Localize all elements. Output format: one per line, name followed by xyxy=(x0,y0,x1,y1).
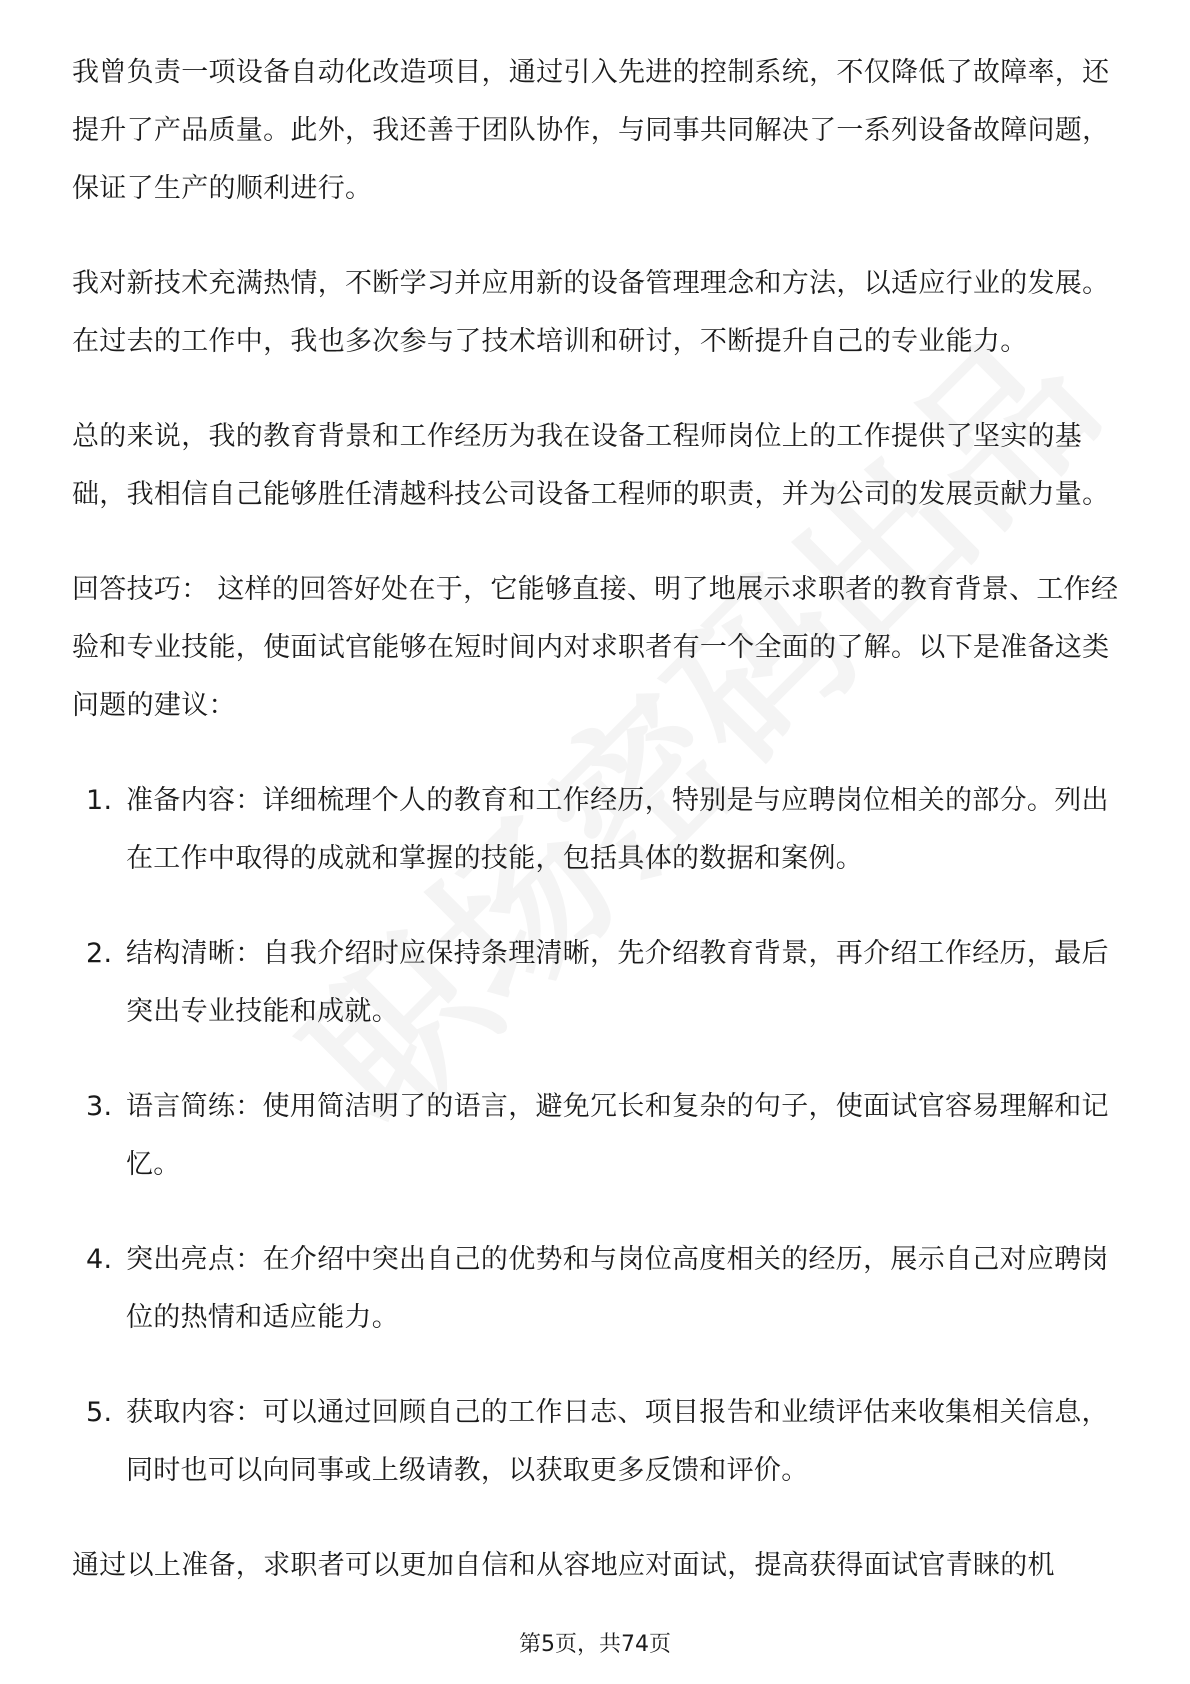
list-item xyxy=(72,925,1122,1041)
tips-list xyxy=(72,772,1122,1500)
paragraph-answer-tips: 回答技巧： 这样的回答好处在于，它能够直接、明了地展示求职者的教育背景、工作经验和专业技能，使面试官能够在短时间内对求职者有一个全面的了解。以下是准备这类问题的建议： xyxy=(72,574,1119,721)
list-item-text: 突出亮点：在介绍中突出自己的优势和与岗位高度相关的经历，展示自己对应聘岗位的热情和适应能力。 xyxy=(126,1244,1109,1333)
list-item-number: 1. xyxy=(86,785,113,816)
paragraph-project: 我曾负责一项设备自动化改造项目，通过引入先进的控制系统，不仅降低了故障率，还提升了产品质量。此外，我还善于团队协作，与同事共同解决了一系列设备故障问题，保证了生产的顺利进行。 xyxy=(72,57,1110,204)
list-item-number: 4. xyxy=(86,1244,113,1275)
list-item xyxy=(72,772,1122,888)
list-item-number: 3. xyxy=(86,1091,113,1122)
list-item-number: 5. xyxy=(86,1397,113,1428)
list-item-text: 获取内容：可以通过回顾自己的工作日志、项目报告和业绩评估来收集相关信息，同时也可以向同事或上级请教，以获取更多反馈和评价。 xyxy=(126,1397,1109,1486)
page-number-footer: 第5页，共74页 xyxy=(519,1632,671,1657)
paragraph-closing: 通过以上准备，求职者可以更加自信和从容地应对面试，提高获得面试官青睐的机 xyxy=(72,1550,1055,1581)
list-item-text: 准备内容：详细梳理个人的教育和工作经历，特别是与应聘岗位相关的部分。列出在工作中取得的成就和掌握的技能，包括具体的数据和案例。 xyxy=(126,785,1109,874)
list-item-text: 结构清晰：自我介绍时应保持条理清晰，先介绍教育背景，再介绍工作经历，最后突出专业技能和成就。 xyxy=(126,938,1109,1027)
paragraph-summary: 总的来说，我的教育背景和工作经历为我在设备工程师岗位上的工作提供了坚实的基础，我相信自己能够胜任清越科技公司设备工程师的职责，并为公司的发展贡献力量。 xyxy=(72,421,1110,510)
list-item xyxy=(72,1384,1122,1500)
list-item-number: 2. xyxy=(86,938,113,969)
list-item xyxy=(72,1231,1122,1347)
list-item-text: 语言简练：使用简洁明了的语言，避免冗长和复杂的句子，使面试官容易理解和记忆。 xyxy=(126,1091,1109,1180)
paragraph-new-tech: 我对新技术充满热情，不断学习并应用新的设备管理理念和方法，以适应行业的发展。在过去的工作中，我也多次参与了技术培训和研讨，不断提升自己的专业能力。 xyxy=(72,268,1110,357)
list-item xyxy=(72,1078,1122,1194)
document-body xyxy=(72,44,1122,1632)
